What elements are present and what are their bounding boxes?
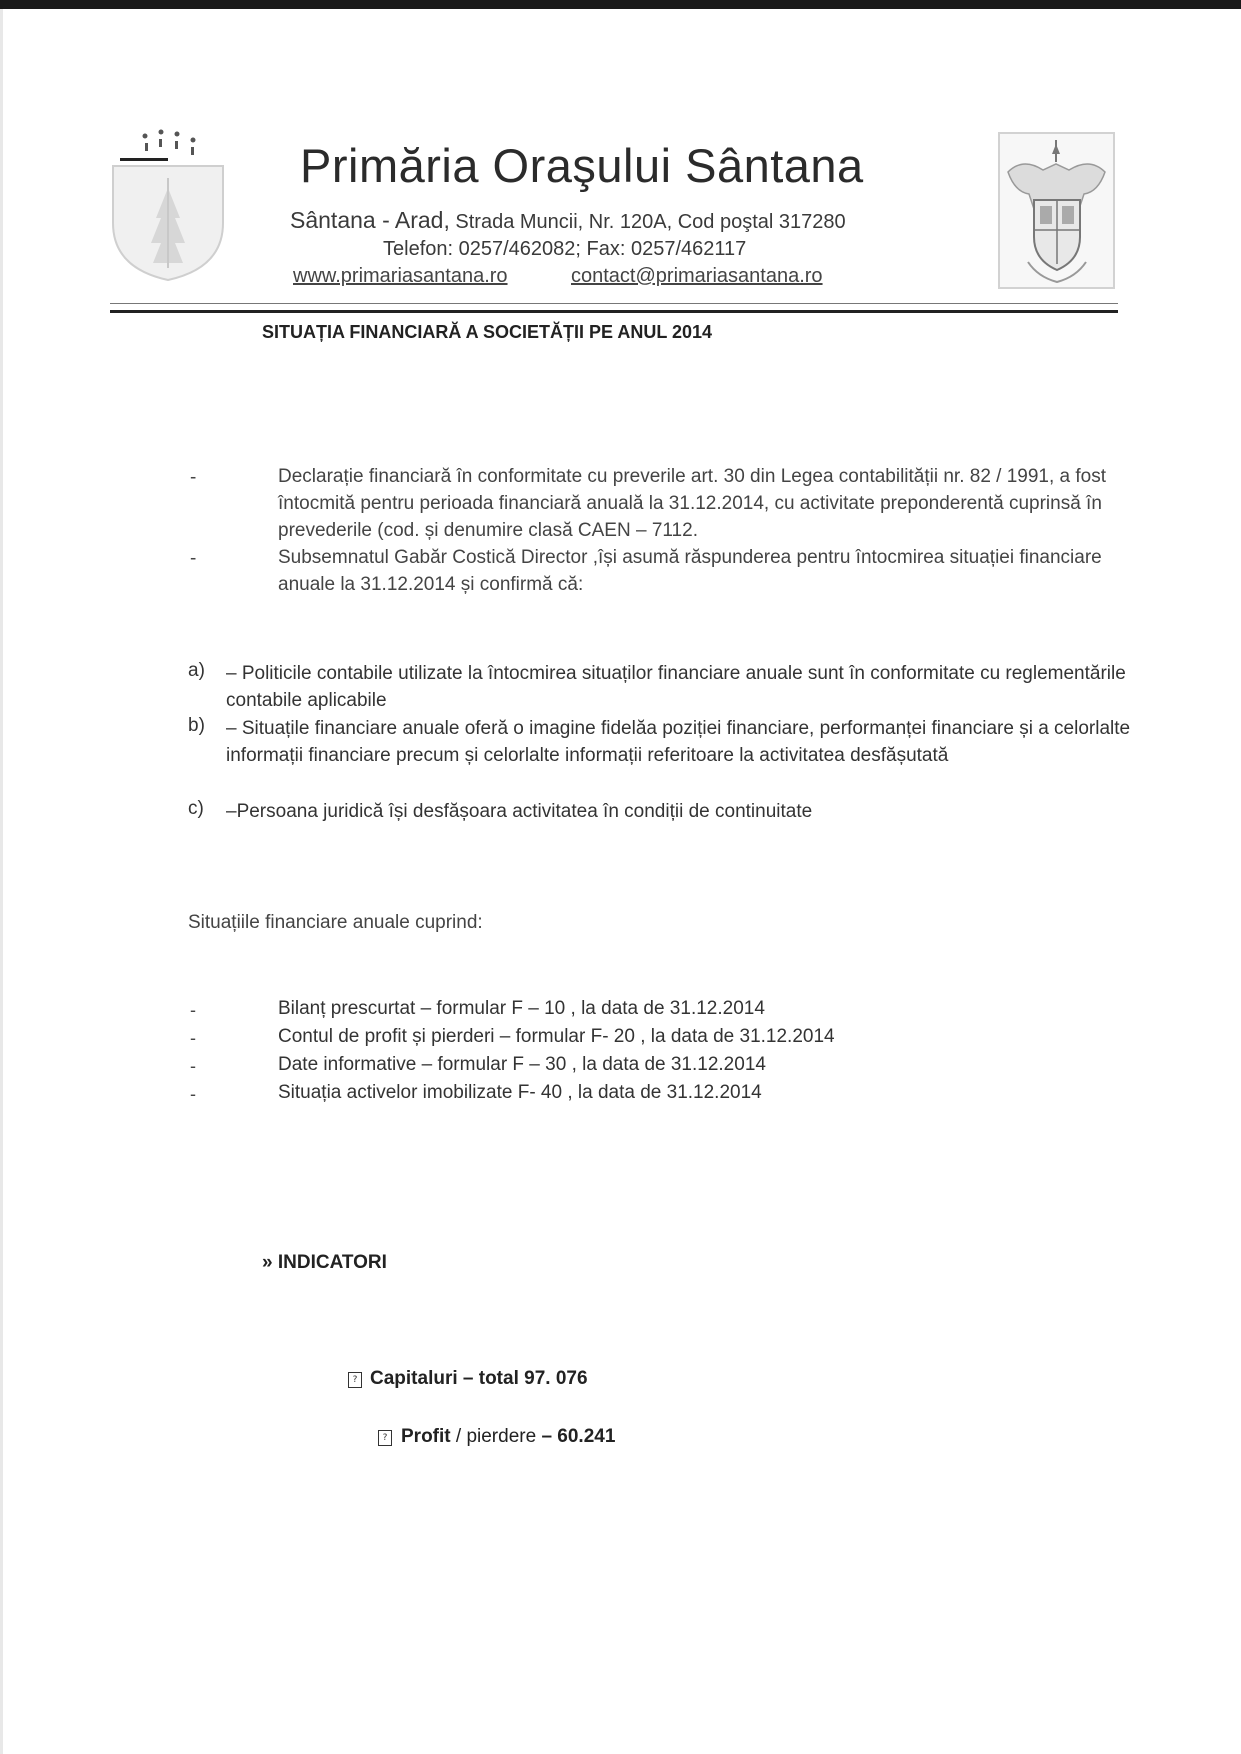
scan-top-edge xyxy=(0,0,1241,9)
institution-contacts xyxy=(293,265,853,288)
confirmation-marker: c) xyxy=(188,798,204,819)
institution-phone-fax: Telefon: 0257/462082; Fax: 0257/462117 xyxy=(383,238,747,260)
statements-intro: Situațiile financiare anuale cuprind: xyxy=(188,912,483,933)
document-title: SITUAȚIA FINANCIARĂ A SOCIETĂȚII PE ANUL 2014 xyxy=(262,322,713,342)
profit-indicator xyxy=(401,1426,615,1448)
declaration-text: Declarație financiară în conformitate cu preverile art. 30 din Legea contabilității nr. 82 / 1991, a fost întocmită pentru perioada financiară anuală la 31.12.2014, cu activitate preponderentă cuprinsă în prevederile (cod. și denumire clasă CAEN – 7112. xyxy=(278,466,1107,541)
website-link[interactable]: www.primariasantana.ro xyxy=(293,265,508,287)
statement-item: Date informative – formular F – 30 , la data de 31.12.2014 xyxy=(278,1054,766,1075)
missing-glyph-icon: ? xyxy=(378,1430,392,1446)
confirmation-text: – Politicile contabile utilizate la întocmirea situaților financiare anuale sunt în conformitate cu reglementările contabile aplicabile xyxy=(226,663,1126,711)
declaration-marker: - xyxy=(190,548,197,569)
scan-left-edge xyxy=(0,9,3,1754)
confirmation-text: – Situațile financiare anuale oferă o imagine fidelăa poziției financiare, performanței financiare și a celorlalte informații financiare precum și celorlalte informații referitoare la activitatea desfășutată xyxy=(226,718,1131,766)
loss-label: pierdere xyxy=(466,1426,537,1447)
institution-address xyxy=(290,207,930,234)
header-divider-thin xyxy=(110,303,1118,304)
statement-marker: - xyxy=(190,1056,196,1076)
missing-glyph-icon: ? xyxy=(348,1372,362,1388)
address-city: Sântana - Arad, xyxy=(290,207,450,233)
email-link[interactable]: contact@primariasantana.ro xyxy=(571,265,823,287)
town-coat-of-arms-icon xyxy=(105,118,230,283)
indicators-heading: » INDICATORI xyxy=(262,1252,387,1273)
statement-marker: - xyxy=(190,1028,196,1048)
statement-marker: - xyxy=(190,1084,196,1104)
profit-separator: / xyxy=(450,1426,467,1447)
declaration-marker: - xyxy=(190,467,197,488)
address-street: Strada Muncii, Nr. 120A, Cod poştal 317280 xyxy=(455,211,846,233)
confirmation-marker: b) xyxy=(188,715,205,736)
confirmation-text: –Persoana juridică își desfășoara activitatea în condiții de continuitate xyxy=(226,801,813,822)
statement-item: Situația activelor imobilizate F- 40 , la data de 31.12.2014 xyxy=(278,1082,762,1103)
profit-label: Profit xyxy=(401,1426,451,1447)
header-divider-thick xyxy=(110,310,1118,313)
profit-value: – 60.241 xyxy=(536,1426,616,1447)
confirmation-marker: a) xyxy=(188,660,205,681)
romania-coat-of-arms-icon xyxy=(998,132,1115,289)
institution-title: Primăria Oraşului Sântana xyxy=(300,139,864,192)
statement-item: Bilanț prescurtat – formular F – 10 , la data de 31.12.2014 xyxy=(278,998,765,1019)
declaration-text: Subsemnatul Gabăr Costică Director ,își asumă răspunderea pentru întocmirea situației financiare anuale la 31.12.2014 și confirmă că: xyxy=(278,547,1102,595)
statement-marker: - xyxy=(190,1000,196,1020)
capital-indicator: Capitaluri – total 97. 076 xyxy=(370,1368,588,1389)
statement-item: Contul de profit și pierderi – formular F- 20 , la data de 31.12.2014 xyxy=(278,1026,835,1047)
